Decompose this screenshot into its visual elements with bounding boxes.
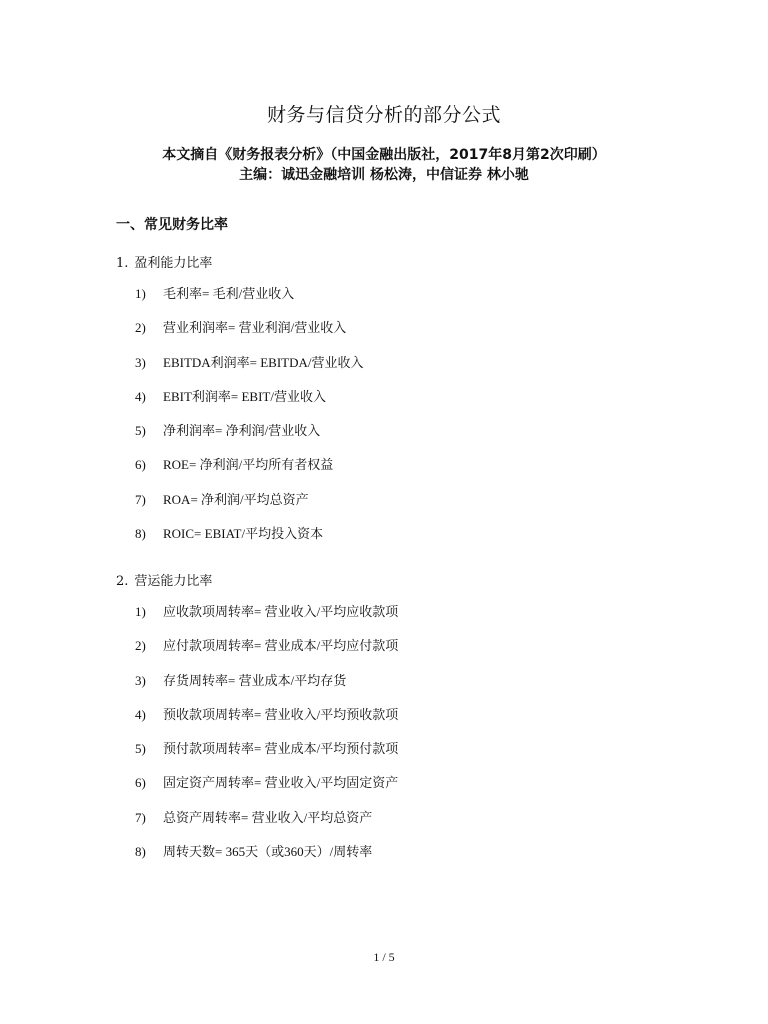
item-number: 2) xyxy=(135,638,146,654)
item-number: 5) xyxy=(135,423,146,439)
list-item xyxy=(135,810,398,844)
item-number: 6) xyxy=(135,457,146,473)
group-number: 1. xyxy=(116,256,129,271)
item-number: 4) xyxy=(135,706,146,722)
item-number: 4) xyxy=(135,388,146,404)
list-item xyxy=(135,423,364,457)
list-item xyxy=(135,457,364,491)
list-item xyxy=(135,492,364,526)
section-heading-financial-ratios: 一、常见财务比率 xyxy=(116,217,228,233)
formula-text: 营业利润率= 营业利润/营业收入 xyxy=(163,320,347,336)
formula-text: ROA= 净利润/平均总资产 xyxy=(163,491,309,507)
formula-text: 固定资产周转率= 营业收入/平均固定资产 xyxy=(163,775,399,791)
item-number: 6) xyxy=(135,775,146,791)
item-number: 1) xyxy=(135,286,146,301)
profitability-ratio-list xyxy=(135,286,364,560)
item-number: 1) xyxy=(135,604,146,619)
editors-line: 主编：诚迅金融培训 杨松涛，中信证券 林小驰 xyxy=(239,167,529,183)
list-item xyxy=(135,320,364,354)
formula-text: 预付款项周转率= 营业成本/平均预付款项 xyxy=(163,741,399,757)
list-item xyxy=(135,775,398,809)
item-number: 5) xyxy=(135,741,146,757)
list-item xyxy=(135,355,364,389)
list-item xyxy=(135,707,398,741)
group-number: 2. xyxy=(116,574,129,589)
list-item xyxy=(135,844,398,878)
item-number: 8) xyxy=(135,844,146,860)
item-number: 2) xyxy=(135,320,146,336)
formula-text: EBIT利润率= EBIT/营业收入 xyxy=(163,388,326,404)
list-item xyxy=(135,741,398,775)
document-title: 财务与信贷分析的部分公式 xyxy=(266,104,501,126)
formula-text: 净利润率= 净利润/营业收入 xyxy=(163,423,321,439)
operating-ratio-list xyxy=(135,604,398,878)
item-number: 7) xyxy=(135,809,146,825)
formula-text: 总资产周转率= 营业收入/平均总资产 xyxy=(163,809,373,825)
formula-text: EBITDA利润率= EBITDA/营业收入 xyxy=(163,354,364,370)
item-number: 8) xyxy=(135,526,146,542)
formula-text: 预收款项周转率= 营业收入/平均预收款项 xyxy=(163,706,399,722)
formula-text: 应收款项周转率= 营业收入/平均应收款项 xyxy=(163,604,399,619)
list-item xyxy=(135,673,398,707)
formula-text: 周转天数= 365天（或360天）/周转率 xyxy=(163,844,373,860)
list-item xyxy=(135,604,398,638)
group-title: 盈利能力比率 xyxy=(134,256,213,271)
list-item xyxy=(135,286,364,320)
item-number: 7) xyxy=(135,491,146,507)
formula-text: ROIC= EBIAT/平均投入资本 xyxy=(163,526,324,542)
group-heading-operating xyxy=(116,570,212,589)
list-item xyxy=(135,638,398,672)
group-heading-profitability xyxy=(116,252,212,271)
group-title: 营运能力比率 xyxy=(134,574,213,589)
formula-text: 毛利率= 毛利/营业收入 xyxy=(163,286,295,301)
formula-text: 存货周转率= 营业成本/平均存货 xyxy=(163,672,347,688)
list-item xyxy=(135,389,364,423)
formula-text: 应付款项周转率= 营业成本/平均应付款项 xyxy=(163,638,399,654)
list-item xyxy=(135,526,364,560)
item-number: 3) xyxy=(135,672,146,688)
source-citation: 本文摘自《财务报表分析》（中国金融出版社，2017年8月第2次印刷） xyxy=(162,147,606,163)
formula-text: ROE= 净利润/平均所有者权益 xyxy=(163,457,334,473)
item-number: 3) xyxy=(135,354,146,370)
page-number: 1 / 5 xyxy=(373,950,395,964)
